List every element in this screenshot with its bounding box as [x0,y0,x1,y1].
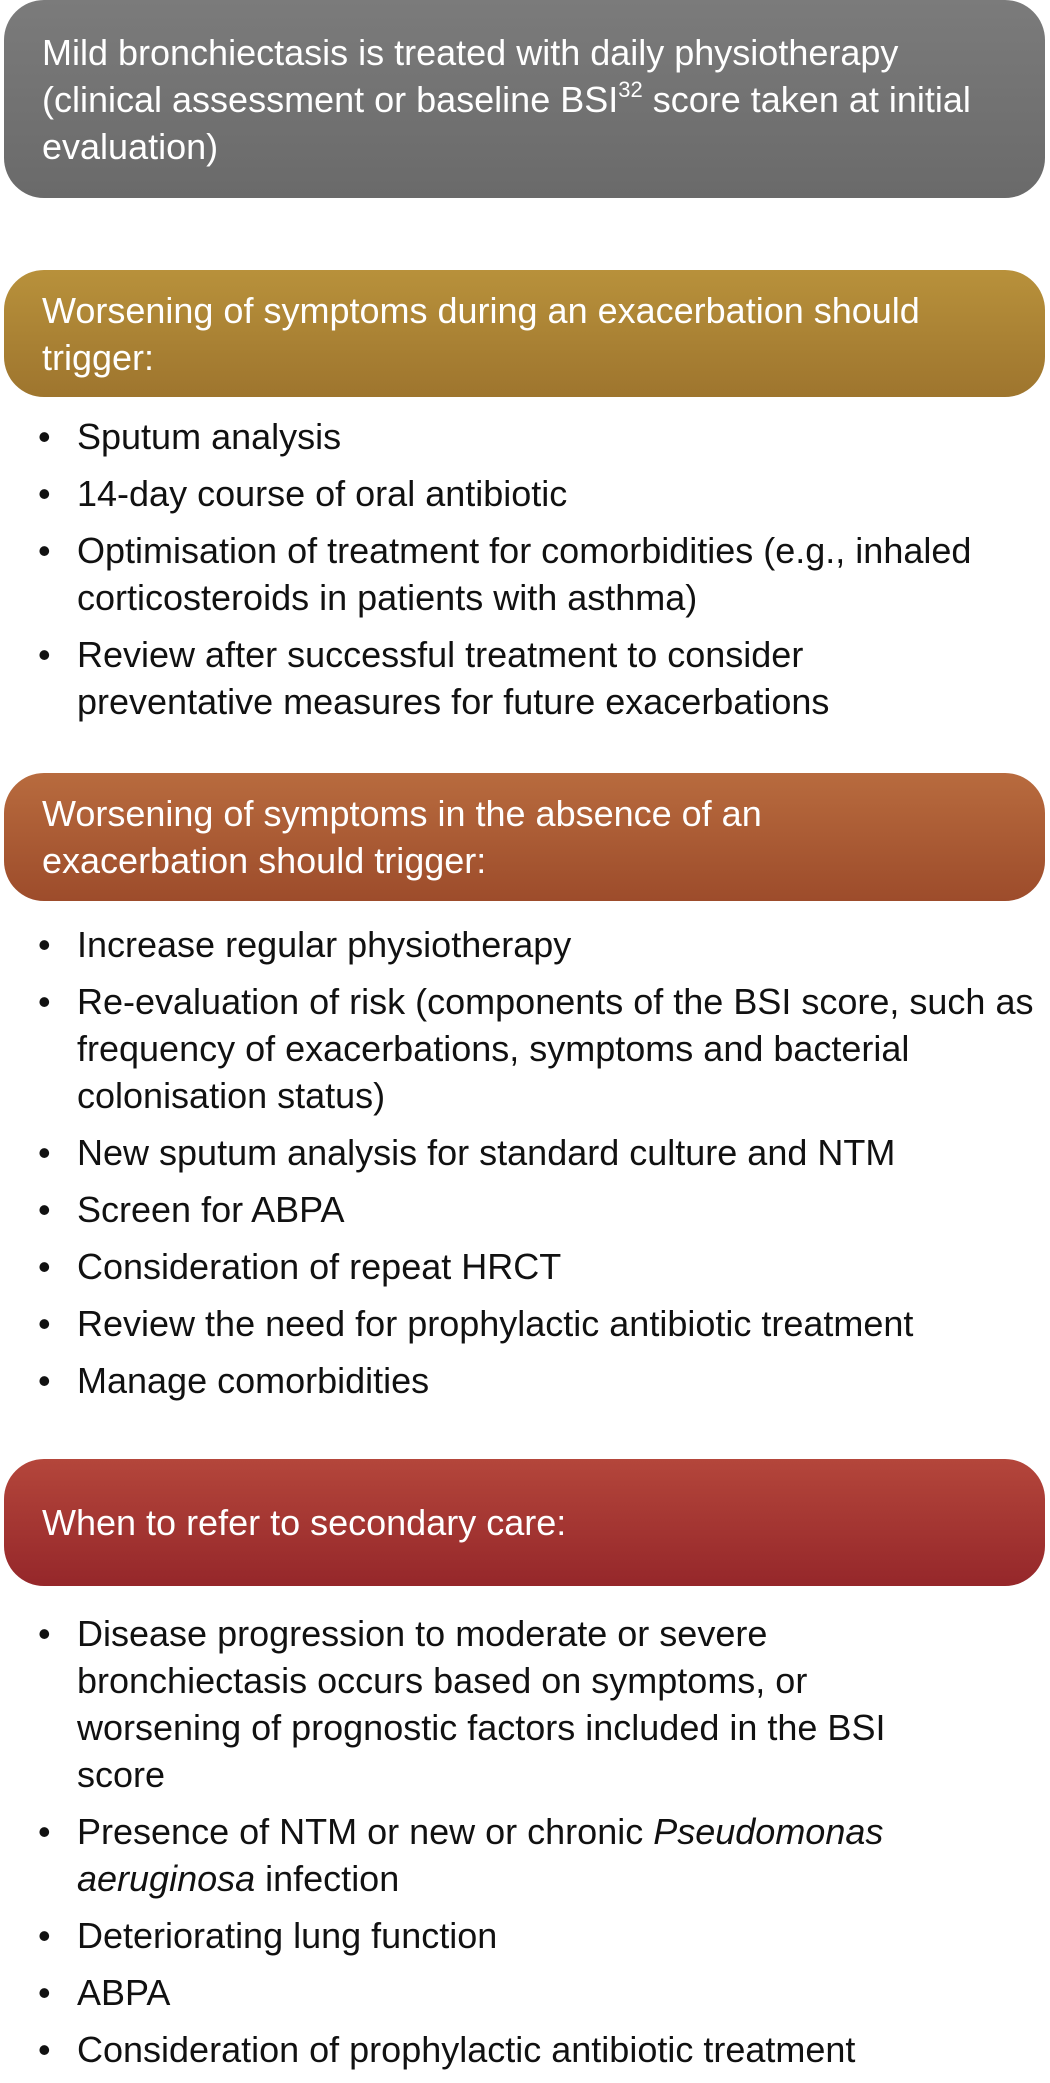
intro-line-2: score taken at initial evaluation) [42,78,971,167]
item-text: Consideration of repeat HRCT [77,1246,562,1287]
item-text: Review the need for prophylactic antibiotic treatment [77,1303,914,1344]
list-item [38,1610,1043,1798]
non-exacerbation-actions-list [38,921,1043,1414]
list-item [38,1243,1043,1290]
item-text: Manage comorbidities [77,1360,430,1401]
bullet-icon: • [38,1189,51,1230]
exacerbation-heading: Worsening of symptoms during an exacerbation should trigger: [42,289,920,378]
item-text-part: Presence of NTM or new or chronic [77,1811,654,1852]
list-item [38,631,1043,725]
item-text: Re-evaluation of risk (components of the BSI score, such as frequency of exacerbations, symptoms and bacterial colonisation status) [77,981,1034,1116]
intro-box [4,0,1045,198]
bullet-icon: • [38,473,51,514]
list-item [38,470,1043,517]
intro-line-1: Mild bronchiectasis is treated with daily physiotherapy (clinical assessment or baseline BSI [42,31,899,120]
item-text: Optimisation of treatment for comorbidities (e.g., inhaled corticosteroids in patients with asthma) [77,530,972,618]
citation-superscript: 32 [618,76,643,102]
list-item [38,1912,1043,1959]
item-text-part: infection [255,1858,400,1899]
item-text: Screen for ABPA [77,1189,345,1230]
list-item [38,978,1043,1119]
referral-heading: When to refer to secondary care: [42,1502,567,1543]
item-text: Increase regular physiotherapy [77,924,572,965]
bullet-icon: • [38,1613,51,1654]
bullet-icon: • [38,981,51,1022]
bullet-icon: • [38,1303,51,1344]
item-text: 14-day course of oral antibiotic [77,473,568,514]
referral-header [4,1459,1045,1586]
item-text [77,1808,1017,1902]
item-text: Deteriorating lung function [77,1915,498,1956]
bullet-icon: • [38,1246,51,1287]
non-exacerbation-heading: Worsening of symptoms in the absence of an exacerbation should trigger: [42,793,762,881]
list-item [38,1808,1043,1902]
list-item [38,413,1043,460]
bullet-icon: • [38,1132,51,1173]
bullet-icon: • [38,2029,51,2070]
non-exacerbation-header [4,773,1045,901]
list-item [38,1186,1043,1233]
bullet-icon: • [38,1360,51,1401]
list-item [38,2026,1043,2073]
exacerbation-actions-list [38,413,1043,735]
referral-criteria-list [38,1610,1043,2083]
intro-text [42,29,1017,170]
list-item [38,1969,1043,2016]
item-text: New sputum analysis for standard culture and NTM [77,1132,896,1173]
list-item [38,1129,1043,1176]
item-text: ABPA [77,1972,171,2013]
bullet-icon: • [38,1811,51,1852]
bullet-icon: • [38,634,51,675]
exacerbation-header [4,270,1045,397]
bullet-icon: • [38,1915,51,1956]
pathogen-name: Pseudomonas aeruginosa [77,1811,884,1899]
item-text: Review after successful treatment to consider preventative measures for future exacerbations [77,634,830,722]
bullet-icon: • [38,924,51,965]
bullet-icon: • [38,416,51,457]
list-item [38,1357,1043,1404]
list-item [38,1300,1043,1347]
item-text: Disease progression to moderate or severe bronchiectasis occurs based on symptoms, or worsening of prognostic factors included in the BSI score [77,1613,886,1795]
list-item [38,921,1043,968]
bullet-icon: • [38,1972,51,2013]
bullet-icon: • [38,530,51,571]
item-text: Sputum analysis [77,416,342,457]
item-text: Consideration of prophylactic antibiotic treatment [77,2029,856,2070]
list-item [38,527,1043,621]
